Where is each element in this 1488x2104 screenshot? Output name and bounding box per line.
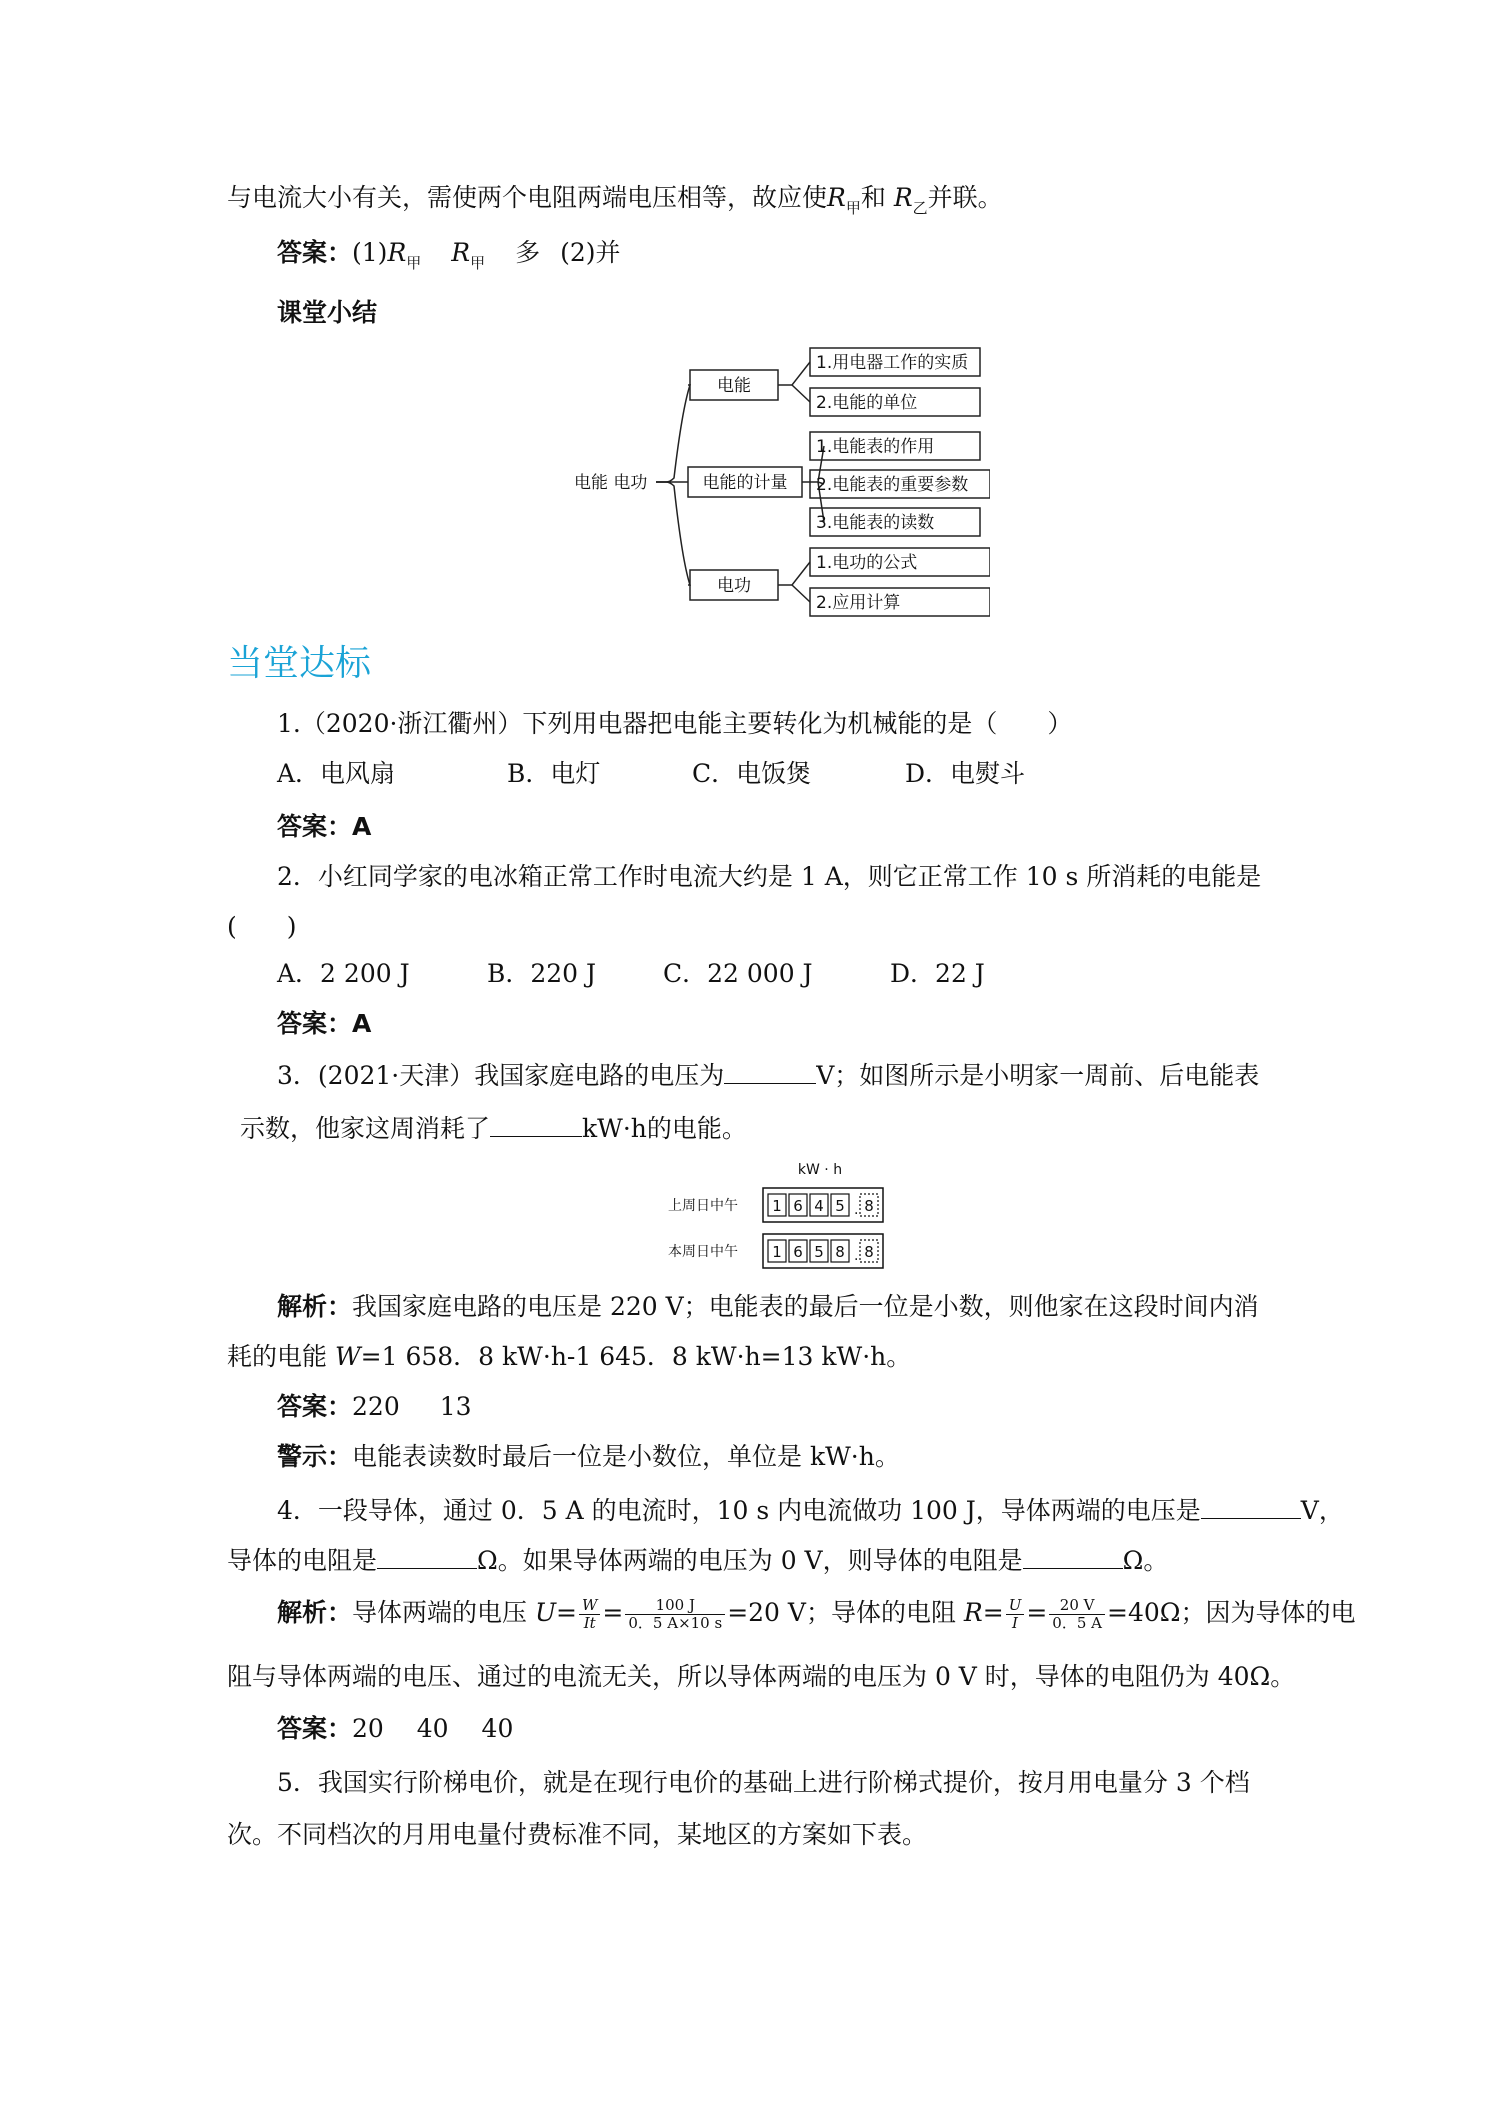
option-b: B．电灯 [507,759,601,788]
text-span: V；如图所示是小明家一周前、后电能表 [816,1061,1260,1090]
answer-label: 答案： [277,1392,353,1421]
question-2-paren: ( ) [227,912,297,941]
option-b: B．220 J [487,959,597,988]
analysis-label: 解析： [277,1598,353,1627]
text-span: (2)并 [560,238,621,267]
text-span: (1) [352,238,388,267]
question-2-options [277,957,985,991]
answer-value: A [352,812,372,841]
analysis-line: 阻与导体两端的电压、通过的电流无关，所以导体两端的电压为 0 V 时，导体的电阻仍为 40Ω。 [227,1662,1296,1691]
fill-blank [490,1110,582,1137]
answer-line [277,1712,513,1746]
answer-line [277,1390,472,1424]
answer-label: 答案： [277,812,353,841]
answer-line [277,1007,371,1041]
svg-text:.: . [854,1248,859,1264]
option-a: A．电风扇 [277,759,396,788]
warning-label: 警示： [277,1442,353,1471]
question-3-stem [277,1057,1259,1093]
analysis-line [277,1290,1259,1324]
option-a: A．2 200 J [277,959,410,988]
connector-line [656,385,690,482]
summary-title: 课堂小结 [277,298,378,327]
fraction: $\frac{W}{It}$ [579,1597,600,1632]
text-span: 和 [860,183,894,212]
meter-decimal: 8 [864,1197,874,1215]
mind-map [570,340,990,630]
text-span: 我国家庭电路的电压是 220 V；电能表的最后一位是小数，则他家在这段时间内消 [352,1292,1259,1321]
text-span: 电能表读数时最后一位是小数位，单位是 kW·h。 [352,1442,900,1471]
variable-u: U [534,1598,557,1627]
text-span: =20 V；导体的电阻 [727,1598,964,1627]
leaf-label: 1.用电器工作的实质 [816,353,969,373]
option-d: D．22 J [890,959,985,988]
analysis-label: 解析： [277,1292,353,1321]
text-span: 3．(2021·天津）我国家庭电路的电压为 [277,1061,725,1090]
fill-blank [377,1542,477,1569]
subscript: 乙 [912,199,928,217]
text-span: Ω。 [1122,1546,1169,1575]
svg-text:.: . [854,1202,859,1218]
leaf-label: 1.电能表的作用 [816,437,935,457]
answer-value: 13 [439,1392,472,1421]
leaf-label: 1.电功的公式 [816,553,918,573]
meter-digit: 6 [793,1197,803,1215]
text-span: V， [1300,1496,1344,1525]
text-span: 示数，他家这周消耗了 [240,1114,491,1143]
meter-digit: 4 [814,1197,824,1215]
option-c: C．22 000 J [663,959,813,988]
question-5-stem: 次。不同档次的月用电量付费标准不同，某地区的方案如下表。 [227,1820,928,1849]
variable-r: R [827,183,846,212]
meter-digit: 5 [835,1197,845,1215]
fraction: $\frac{20 V}{0.5 A}$ [1049,1597,1105,1632]
meter-row-label: 本周日中午 [668,1244,738,1260]
question-1-options [277,757,1025,791]
text-span: 4．一段导体，通过 0．5 A 的电流时，10 s 内电流做功 100 J，导体两端的电压是 [277,1496,1201,1525]
question-2-stem: 2．小红同学家的电冰箱正常工作时电流大约是 1 A，则它正常工作 10 s 所消耗的电能是 [277,862,1262,891]
subscript: 甲 [470,254,486,272]
text-span: 耗的电能 [227,1342,335,1371]
answer-value: A [352,1009,372,1038]
meter-figure [668,1158,898,1270]
meter-digit: 5 [814,1243,824,1261]
text-span: Ω。如果导体两端的电压为 0 V，则导体的电阻是 [477,1546,1023,1575]
variable-r: R [451,238,471,267]
fill-blank [1023,1542,1123,1569]
text-line [227,181,1003,218]
leaf-label: 2.电能的单位 [816,393,918,413]
connector-line [656,482,690,585]
root-label: 电能 电功 [574,473,648,493]
analysis-line: 解析：导体两端的电压 U= $\frac{W}{It}$ = $\frac{100 J}{0.5 A\times 10 s}$ =20 V；导体的电阻 R= $\frac{U}{I}$ = $\frac{20 V}{0.5 A}$ =40Ω；因为导体的电 [277,1596,1356,1632]
connector-line [778,562,810,585]
question-1-stem: 1.（2020·浙江衢州）下列用电器把电能主要转化为机械能的是（ ） [277,709,1073,738]
variable-r: R [893,183,913,212]
meter-row [668,1188,883,1222]
variable-w: W [334,1342,361,1371]
subscript: 甲 [845,199,861,217]
question-4-stem [277,1492,1344,1528]
fill-blank [1201,1492,1301,1519]
text-span: =40Ω；因为导体的电 [1107,1598,1356,1627]
meter-row-label: 上周日中午 [668,1198,738,1214]
answer-label: 答案： [277,1009,353,1038]
answer-label: 答案： [277,1714,353,1743]
answer-value: 220 [352,1392,400,1421]
text-span: 多 [515,238,541,267]
text-span: 导体的电阻是 [227,1546,378,1575]
warning-line [277,1440,900,1474]
fill-blank [724,1057,816,1084]
connector-line [792,385,810,402]
analysis-line [227,1340,911,1374]
option-c: C．电饭煲 [692,759,812,788]
answer-line [277,236,621,273]
fraction: $\frac{U}{I}$ [1006,1597,1025,1632]
text-span: kW·h的电能。 [582,1114,747,1143]
answer-label: 答案： [277,238,353,267]
branch-label: 电能的计量 [702,473,788,493]
option-d: D．电熨斗 [905,759,1026,788]
section-heading: 当堂达标 [227,643,372,684]
meter-digit: 1 [772,1243,782,1261]
connector-line [792,585,810,602]
meter-digit: 1 [772,1197,782,1215]
answer-value: 20 40 40 [352,1714,514,1743]
question-5-stem: 5．我国实行阶梯电价，就是在现行电价的基础上进行阶梯式提价，按月用电量分 3 个档 [277,1768,1250,1797]
answer-line [277,810,371,844]
subscript: 甲 [406,254,422,272]
variable-r: R [963,1598,983,1627]
meter-digit: 8 [835,1243,845,1261]
connector-line [778,362,810,385]
text-span: =1 658．8 kW·h-1 645．8 kW·h=13 kW·h。 [360,1342,912,1371]
meter-row [668,1234,883,1268]
branch-label: 电功 [717,576,751,596]
meter-unit: kW · h [797,1162,843,1178]
leaf-label: 2.电能表的重要参数 [816,475,969,495]
variable-r: R [387,238,407,267]
question-4-stem [227,1542,1168,1578]
text-span: 与电流大小有关，需使两个电阻两端电压相等，故应使 [227,183,828,212]
question-3-stem [240,1110,747,1146]
leaf-label: 2.应用计算 [816,593,901,613]
branch-label: 电能 [717,376,751,396]
leaf-label: 3.电能表的读数 [816,513,935,533]
fraction: $\frac{100 J}{0.5 A\times 10 s}$ [625,1597,725,1632]
text-span: 导体两端的电压 [352,1598,535,1627]
meter-decimal: 8 [864,1243,874,1261]
meter-digit: 6 [793,1243,803,1261]
text-span: 并联。 [927,183,1003,212]
